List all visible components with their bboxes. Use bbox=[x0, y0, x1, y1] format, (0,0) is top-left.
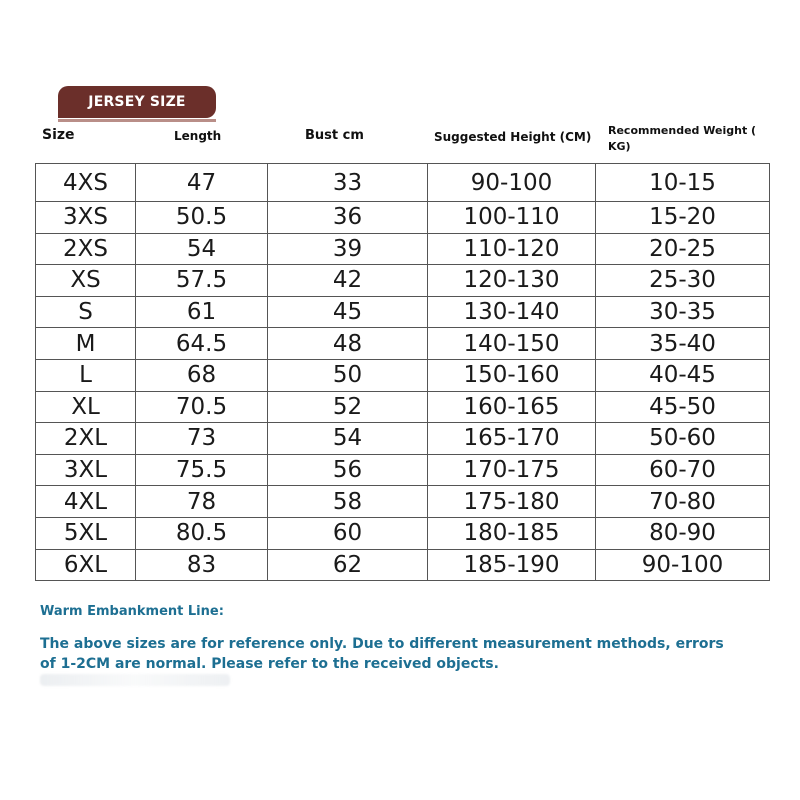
cell-size: M bbox=[36, 328, 136, 360]
header-size: Size bbox=[42, 127, 75, 143]
cell-height: 165-170 bbox=[428, 423, 596, 455]
table-row bbox=[36, 486, 770, 518]
cell-weight: 45-50 bbox=[596, 391, 770, 423]
cell-bust: 52 bbox=[268, 391, 428, 423]
size-table bbox=[35, 163, 770, 581]
note-title: Warm Embankment Line: bbox=[40, 604, 224, 619]
header-recommended-weight: Recommended Weight ( KG) bbox=[608, 124, 757, 153]
cell-height: 110-120 bbox=[428, 233, 596, 265]
jersey-size-badge: JERSEY SIZE bbox=[58, 86, 216, 118]
cell-height: 120-130 bbox=[428, 265, 596, 297]
cell-length: 73 bbox=[136, 423, 268, 455]
header-length: Length bbox=[174, 129, 222, 143]
cell-size: 4XL bbox=[36, 486, 136, 518]
cell-length: 61 bbox=[136, 296, 268, 328]
table-row bbox=[36, 359, 770, 391]
cell-bust: 48 bbox=[268, 328, 428, 360]
table-row bbox=[36, 233, 770, 265]
cell-length: 78 bbox=[136, 486, 268, 518]
cell-size: 6XL bbox=[36, 549, 136, 581]
cell-height: 170-175 bbox=[428, 454, 596, 486]
cell-length: 50.5 bbox=[136, 202, 268, 234]
cell-size: XL bbox=[36, 391, 136, 423]
cell-weight: 35-40 bbox=[596, 328, 770, 360]
cell-height: 180-185 bbox=[428, 517, 596, 549]
cell-size: XS bbox=[36, 265, 136, 297]
cell-weight: 10-15 bbox=[596, 164, 770, 202]
cell-height: 90-100 bbox=[428, 164, 596, 202]
cell-bust: 39 bbox=[268, 233, 428, 265]
cell-length: 68 bbox=[136, 359, 268, 391]
cell-bust: 58 bbox=[268, 486, 428, 518]
cell-bust: 50 bbox=[268, 359, 428, 391]
cell-bust: 33 bbox=[268, 164, 428, 202]
cell-size: 5XL bbox=[36, 517, 136, 549]
cell-bust: 62 bbox=[268, 549, 428, 581]
cell-length: 64.5 bbox=[136, 328, 268, 360]
cell-length: 47 bbox=[136, 164, 268, 202]
cell-height: 160-165 bbox=[428, 391, 596, 423]
cell-height: 140-150 bbox=[428, 328, 596, 360]
cell-weight: 80-90 bbox=[596, 517, 770, 549]
note-body: The above sizes are for reference only. Due to different measurement methods, errors of 1-2CM are normal. Please refer to the received objects. bbox=[40, 636, 724, 672]
cell-size: 3XL bbox=[36, 454, 136, 486]
table-row bbox=[36, 164, 770, 202]
cell-bust: 45 bbox=[268, 296, 428, 328]
table-row bbox=[36, 265, 770, 297]
cell-height: 100-110 bbox=[428, 202, 596, 234]
cell-bust: 56 bbox=[268, 454, 428, 486]
table-row bbox=[36, 202, 770, 234]
table-row bbox=[36, 517, 770, 549]
table-row bbox=[36, 454, 770, 486]
cell-length: 75.5 bbox=[136, 454, 268, 486]
cell-weight: 40-45 bbox=[596, 359, 770, 391]
cell-weight: 90-100 bbox=[596, 549, 770, 581]
cell-length: 80.5 bbox=[136, 517, 268, 549]
header-bust: Bust cm bbox=[305, 128, 364, 143]
table-row bbox=[36, 549, 770, 581]
cell-height: 130-140 bbox=[428, 296, 596, 328]
cell-size: 4XS bbox=[36, 164, 136, 202]
cell-weight: 20-25 bbox=[596, 233, 770, 265]
cell-bust: 60 bbox=[268, 517, 428, 549]
cell-length: 54 bbox=[136, 233, 268, 265]
cell-height: 185-190 bbox=[428, 549, 596, 581]
cell-weight: 50-60 bbox=[596, 423, 770, 455]
table-row bbox=[36, 296, 770, 328]
cell-bust: 36 bbox=[268, 202, 428, 234]
cell-weight: 25-30 bbox=[596, 265, 770, 297]
cell-bust: 42 bbox=[268, 265, 428, 297]
cell-weight: 60-70 bbox=[596, 454, 770, 486]
cell-length: 83 bbox=[136, 549, 268, 581]
cell-size: L bbox=[36, 359, 136, 391]
cell-length: 57.5 bbox=[136, 265, 268, 297]
cell-weight: 30-35 bbox=[596, 296, 770, 328]
cell-height: 150-160 bbox=[428, 359, 596, 391]
cell-weight: 70-80 bbox=[596, 486, 770, 518]
table-row bbox=[36, 391, 770, 423]
cell-bust: 54 bbox=[268, 423, 428, 455]
cell-weight: 15-20 bbox=[596, 202, 770, 234]
faint-smudge bbox=[40, 674, 230, 686]
cell-size: 2XS bbox=[36, 233, 136, 265]
cell-size: 2XL bbox=[36, 423, 136, 455]
cell-height: 175-180 bbox=[428, 486, 596, 518]
table-row bbox=[36, 328, 770, 360]
header-suggested-height: Suggested Height (CM) bbox=[434, 130, 592, 144]
table-row bbox=[36, 423, 770, 455]
cell-size: 3XS bbox=[36, 202, 136, 234]
cell-length: 70.5 bbox=[136, 391, 268, 423]
cell-size: S bbox=[36, 296, 136, 328]
